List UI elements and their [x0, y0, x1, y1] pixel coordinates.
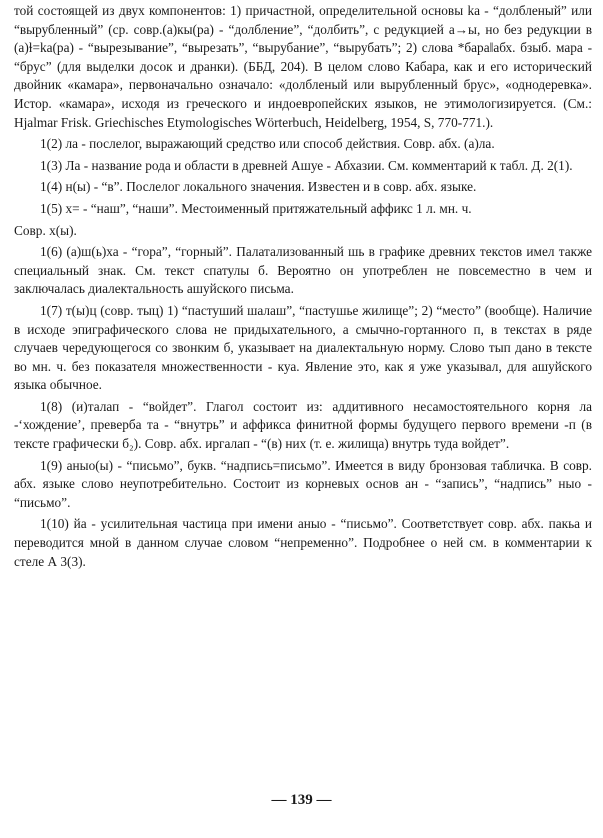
paragraph-1-2: 1(2) ла - послелог, выражающий средство или способ действия. Совр. абх. (а)ла.: [40, 136, 495, 152]
paragraph-1-5: 1(5) х= - “наш”, “наши”. Местоименный притяжательный аффикс 1 л. мн. ч.: [40, 200, 472, 216]
body-text: [14, 2, 592, 574]
paragraph-1-7: 1(7) т(ы)ц (совр. тыц) 1) “пастуший шалаш”, “пастушье жилище”; 2) “место” (вообще). Наличие в исходе эпиграфического слова не придыхательного, а смычно-гортанного п, в текстах в ряде случаев чередующегося со звонким б, указывает на диалектальную норму. Слово тып дано в тексте во мн. ч. без показателя множественности - куа. Явление это, как я уже указывал, для ашуйского языка обычное.: [14, 302, 592, 393]
paragraph-1-4: 1(4) н(ы) - “в”. Послелог локального значения. Известен и в совр. абх. языке.: [40, 179, 477, 195]
paragraph-1-6: 1(6) (а)ш(ь)ха - “гора”, “горный”. Палатализованный шь в графике древних текстов имел также специальный знак. См. текст спатулы б. Вероятно он употреблен не повсеместно в чем и заключалась диалектальность ашуйского письма.: [14, 244, 592, 297]
paragraph-1-9: 1(9) аныо(ы) - “письмо”, букв. “надпись=письмо”. Имеется в виду бронзовая табличка. В совр. абх. языке слово неупотребительно. Состоит из корневых основ ан - “запись”, “надпись” ныо - “письмо”.: [14, 457, 592, 510]
paragraph-1-10: 1(10) йа - усилительная частица при имени аныо - “письмо”. Соответствует совр. абх. пакьа и переводится мной в данном случае словом “непременно”. Подробнее о ней см. в комментарии к стеле А 3(3).: [14, 516, 592, 569]
page-number: — 139 —: [271, 792, 332, 808]
paragraph-kabara-etymology: той состоящей из двух компонентов: 1) причастной, определительной основы ka - “долбленый” или “вырубленный” (ср. совр.(а)кы(ра) - “долбление”, “долбить”, с редукцией а→ы, но без редукции в (а)ɫ=ka(ра) - “вырезывание”, “вырезать”, “вырубание”, “вырубать”; 2) слова *бара‖абх. бзыб. мара - “брус” (для выделки досок и дранки). (ББД, 204). В целом слово Кабара, как и его исторический двойник «камара», первоначально означало: «долбленый или вырубленный брус», «однодеревка». Истор. «камара», исходя из греческого и индоевропейских языков, не этимологизируется. (См.: Hjalmar Frisk. Griechisches Etymologisches Wörterbuch, Heidelberg, 1954, S, 770-771.).: [14, 3, 592, 130]
paragraph-1-5-modern: Совр. х(ы).: [14, 222, 77, 238]
paragraph-1-8: 1(8) (и)талап - “войдет”. Глагол состоит из: аддитивного несамостоятельного корня ла -‘хождение’, преверба та - “внутрь” и аффикса финитной формы будущего первого времени -п (в тексте графически б₂). Совр. абх. иргалап - “(в) них (т. е. жилища) внутрь туда войдет”.: [14, 398, 592, 452]
paragraph-1-3: 1(3) Ла - название рода и области в древней Ашуе - Абхазии. См. комментарий к табл. Д. 2(1).: [40, 157, 573, 173]
